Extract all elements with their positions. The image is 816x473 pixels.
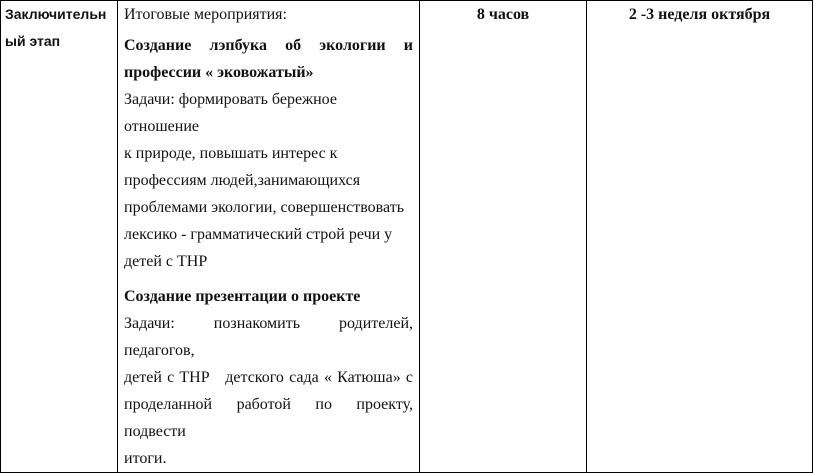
activity2-task-line: детей с ТНР детского сада « Катюша» с — [124, 369, 413, 386]
activity1-title-line1: Создание лэпбука об экологии и — [124, 37, 413, 54]
dates-cell: 2 -3 неделя октября — [587, 1, 813, 473]
activity2-task-line: проделанной работой по проекту, подвести — [124, 396, 413, 440]
hours-cell: 8 часов — [420, 1, 587, 473]
stage-cell: Заключительный этап — [1, 1, 118, 473]
table-row — [1, 1, 813, 473]
activity1-task-line: лексико - грамматический строй речи у — [124, 226, 393, 243]
events-cell — [118, 1, 420, 473]
activity2-task-line: Задачи: познакомить родителей, педагогов, — [124, 315, 413, 359]
activity2-task-line: итоги. — [124, 450, 167, 467]
activity1-task-line: к природе, повышать интерес к — [124, 145, 338, 162]
activity1-task-line: детей с ТНР — [124, 253, 208, 270]
events-intro: Итоговые мероприятия: — [124, 6, 287, 23]
activity1-title-line2: профессии « эковожатый» — [124, 64, 314, 81]
activity1-task-line: проблемами экологии, совершенствовать — [124, 199, 404, 216]
activity1-task-line: Задачи: формировать бережное отношение — [124, 91, 337, 135]
activity1-task-line: профессиям людей,занимающихся — [124, 172, 361, 189]
activity2-title: Создание презентации о проекте — [124, 288, 361, 305]
